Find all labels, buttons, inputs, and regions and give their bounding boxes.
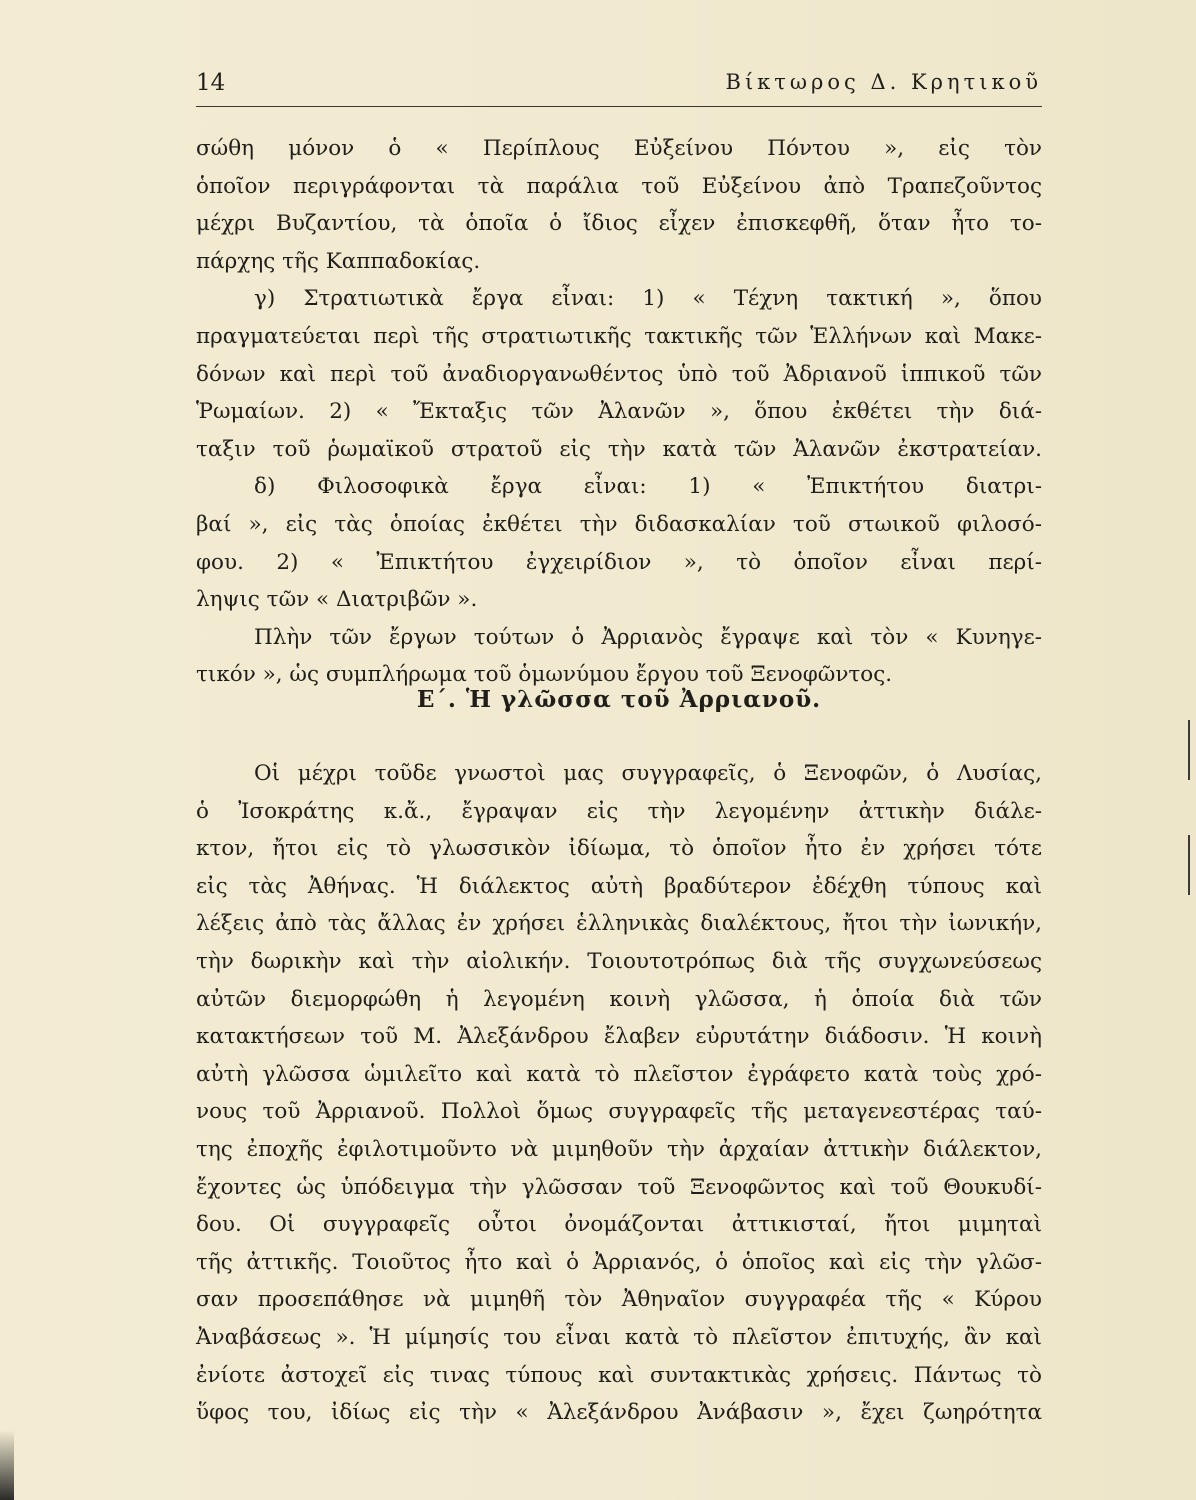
text-line: Ῥωμαίων. 2) « Ἔκταξις τῶν Ἀλανῶν », ὅπου ἐκθέτει τὴν διά- <box>196 399 1042 425</box>
text-line: τικόν », ὡς συμπλήρωμα τοῦ ὁμωνύμου ἔργου τοῦ Ξενοφῶντος. <box>196 662 893 688</box>
scan-edge-mark <box>1188 835 1190 895</box>
text-line: γ) Στρατιωτικὰ ἔργα εἶναι: 1) « Τέχνη τακτική », ὅπου <box>254 286 1042 312</box>
page-header <box>196 66 1042 107</box>
text-line: ταξιν τοῦ ῥωμαϊκοῦ στρατοῦ εἰς τὴν κατὰ τῶν Ἀλανῶν ἐκστρατείαν. <box>196 436 1042 462</box>
text-line: ἐνίοτε ἀστοχεῖ εἰς τινας τύπους καὶ συντακτικὰς χρήσεις. Πάντως τὸ <box>196 1362 1042 1388</box>
text-line: πάρχης τῆς Καππαδοκίας. <box>196 248 481 274</box>
text-line: ληψις τῶν « Διατριβῶν ». <box>196 587 478 613</box>
text-line: βαί », εἰς τὰς ὁποίας ἐκθέτει τὴν διδασκαλίαν τοῦ στωικοῦ φιλοσό- <box>196 511 1042 537</box>
text-line: Οἱ μέχρι τοῦδε γνωστοὶ μας συγγραφεῖς, ὁ Ξενοφῶν, ὁ Λυσίας, <box>254 761 1042 786</box>
text-line: Πλὴν τῶν ἔργων τούτων ὁ Ἀρριανὸς ἔγραψε καὶ τὸν « Κυνηγε- <box>254 624 1042 650</box>
section-heading: Ε΄. Ἡ γλῶσσα τοῦ Ἀρριανοῦ. <box>416 686 822 713</box>
text-line: σαν προσεπάθησε νὰ μιμηθῆ τὸν Ἀθηναῖον συγγραφέα τῆς « Κύρου <box>196 1287 1042 1313</box>
text-line: της ἐποχῆς ἐφιλοτιμοῦντο νὰ μιμηθοῦν τὴν ἀρχαίαν ἀττικὴν διάλεκτον, <box>196 1136 1042 1162</box>
text-line: Ἀναβάσεως ». Ἡ μίμησίς του εἶναι κατὰ τὸ πλεῖστον ἐπιτυχής, ἂν καὶ <box>196 1324 1042 1350</box>
text-line: αὐτῶν διεμορφώθη ἡ λεγομένη κοινὴ γλῶσσα, ἡ ὁποία διὰ τῶν <box>196 986 1042 1012</box>
text-line: δ) Φιλοσοφικὰ ἔργα εἶναι: 1) « Ἐπικτήτου διατρι- <box>254 474 1042 500</box>
text-line: αὐτὴ γλῶσσα ὡμιλεῖτο καὶ κατὰ τὸ πλεῖστον ἐγράφετο κατὰ τοὺς χρό- <box>196 1061 1042 1087</box>
text-line: ὁποῖον περιγράφονται τὰ παράλια τοῦ Εὐξείνου ἀπὸ Τραπεζοῦντος <box>196 173 1042 199</box>
text-line: ἔχοντες ὡς ὑπόδειγμα τὴν γλῶσσαν τοῦ Ξενοφῶντος καὶ τοῦ Θουκυδί- <box>196 1174 1042 1200</box>
text-line: δου. Οἱ συγγραφεῖς οὗτοι ὀνομάζονται ἀττικισταί, ἤτοι μιμηταὶ <box>196 1212 1042 1238</box>
text-line: δόνων καὶ περὶ τοῦ ἀναδιοργανωθέντος ὑπὸ τοῦ Ἀδριανοῦ ἱππικοῦ τῶν <box>196 361 1042 387</box>
scan-corner-shadow <box>0 1430 14 1500</box>
text-line: ὁ Ἰσοκράτης κ.ἄ., ἔγραψαν εἰς τὴν λεγομένην ἀττικὴν διάλε- <box>196 798 1042 824</box>
text-line: κτον, ἤτοι εἰς τὸ γλωσσικὸν ἰδίωμα, τὸ ὁποῖον ἦτο ἐν χρήσει τότε <box>196 836 1042 862</box>
text-line: εἰς τὰς Ἀθήνας. Ἡ διάλεκτος αὐτὴ βραδύτερον ἐδέχθη τύπους καὶ <box>196 873 1042 899</box>
section-1-text <box>196 130 1042 694</box>
text-line: τὴν δωρικὴν καὶ τὴν αἰολικήν. Τοιουτοτρόπως διὰ τῆς συγχωνεύσεως <box>196 948 1042 974</box>
text-line: φου. 2) « Ἐπικτήτου ἐγχειρίδιον », τὸ ὁποῖον εἶναι περί- <box>196 549 1042 575</box>
page-number: 14 <box>196 70 226 96</box>
text-line: ὕφος του, ἰδίως εἰς τὴν « Ἀλεξάνδρου Ἀνάβασιν », ἔχει ζωηρότητα <box>196 1400 1042 1426</box>
text-line: πραγματεύεται περὶ τῆς στρατιωτικῆς τακτικῆς τῶν Ἑλλήνων καὶ Μακε- <box>196 323 1042 349</box>
text-line: σώθη μόνον ὁ « Περίπλους Εὐξείνου Πόντου », εἰς τὸν <box>196 136 1042 161</box>
section-2-text <box>196 755 1042 1432</box>
running-head: Βίκτωρος Δ. Κρητικοῦ <box>725 70 1042 94</box>
text-line: νους τοῦ Ἀρριανοῦ. Πολλοὶ ὅμως συγγραφεῖς τῆς μεταγενεστέρας ταύ- <box>196 1099 1042 1125</box>
text-line: λέξεις ἀπὸ τὰς ἄλλας ἐν χρήσει ἑλληνικὰς διαλέκτους, ἤτοι τὴν ἰωνικήν, <box>196 911 1042 937</box>
scan-edge-mark <box>1188 720 1190 780</box>
text-line: τῆς ἀττικῆς. Τοιοῦτος ἦτο καὶ ὁ Ἀρριανός, ὁ ὁποῖος καὶ εἰς τὴν γλῶσ- <box>196 1249 1042 1275</box>
text-line: κατακτήσεων τοῦ Μ. Ἀλεξάνδρου ἔλαβεν εὐρυτάτην διάδοσιν. Ἡ κοινὴ <box>196 1024 1042 1050</box>
text-line: μέχρι Βυζαντίου, τὰ ὁποῖα ὁ ἴδιος εἶχεν ἐπισκεφθῆ, ὅταν ἦτο το- <box>196 211 1042 237</box>
